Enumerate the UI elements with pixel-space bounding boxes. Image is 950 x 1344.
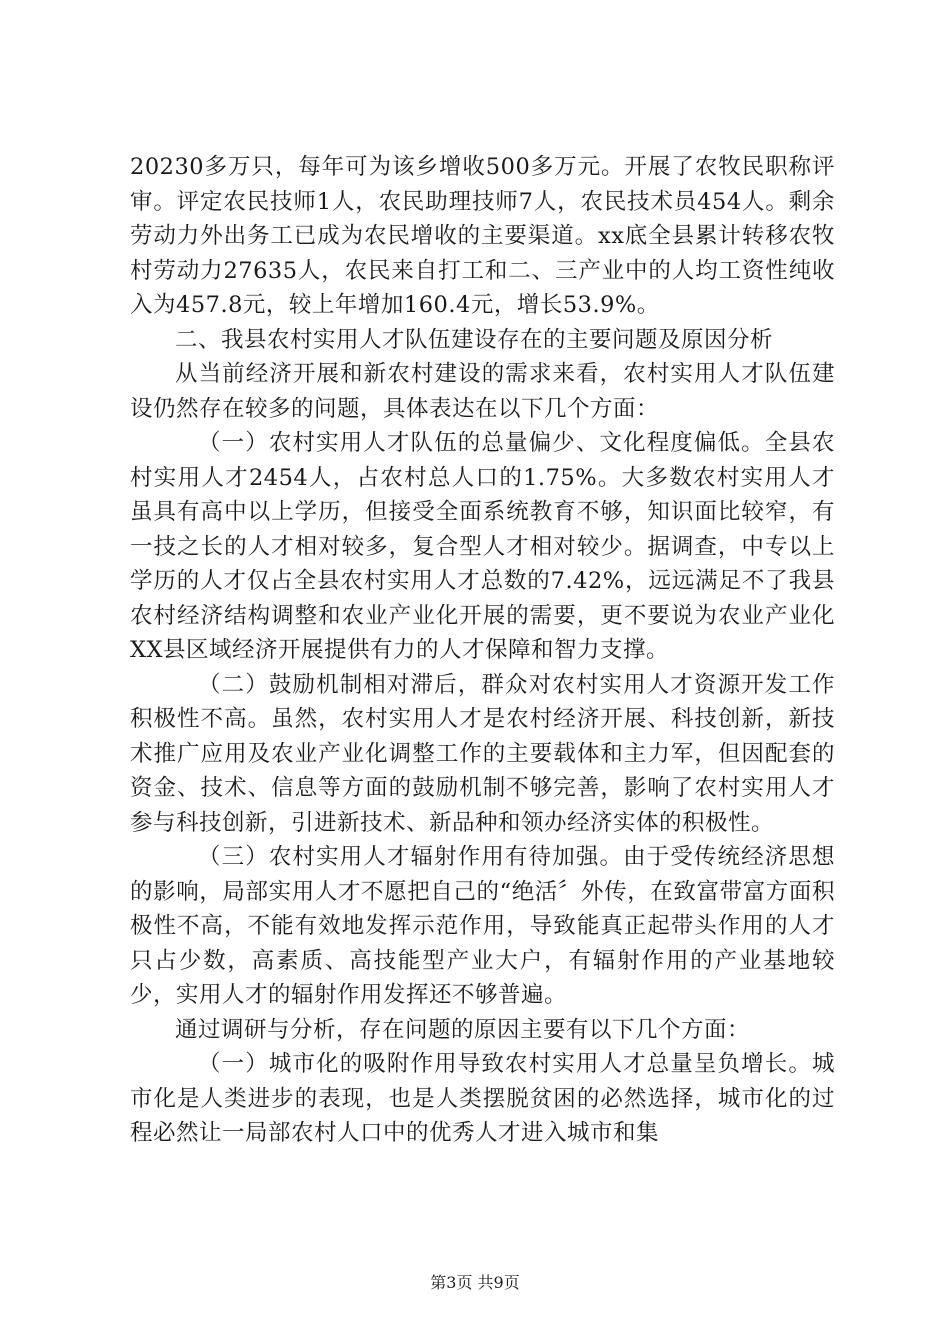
paragraph-issue-1: （一）农村实用人才队伍的总量偏少、文化程度偏低。全县农村实用人才2454人，占农村总人口的1.75%。大多数农村实用人才虽具有高中以上学历，但接受全面系统教育不够，知识面比较窄，有一技之长的人才相对较多，复合型人才相对较少。据调查，中专以上学历的人才仅占全县农村实用人才总数的7.42%，远远满足不了我县农村经济结构调整和农业产业化开展的需要，更不要说为农业产业化XX县区域经济开展提供有力的人才保障和智力支撑。 [130,430,835,663]
page-number: 第3页 共9页 [430,1273,520,1292]
paragraph-issue-3: （三）农村实用人才辐射作用有待加强。由于受传统经济思想的影响，局部实用人才不愿把自己的“绝活〞外传，在致富带富方面积极性不高，不能有效地发挥示范作用，导致能真正起带头作用的人才只占少数，高素质、高技能型产业大户，有辐射作用的产业基地较少，实用人才的辐射作用发挥还不够普遍。 [130,844,835,1008]
paragraph-intro: 从当前经济开展和新农村建设的需求来看，农村实用人才队伍建设仍然存在较多的问题，具体表达在以下几个方面： [130,361,835,422]
paragraph-cause-1: （一）城市化的吸附作用导致农村实用人才总量呈负增长。城市化是人类进步的表现，也是人类摆脱贫困的必然选择，城市化的过程必然让一局部农村人口中的优秀人才进入城市和集 [130,1051,835,1146]
paragraph-continued: 20230多万只，每年可为该乡增收500多万元。开展了农牧民职称评审。评定农民技师1人，农民助理技师7人，农民技术员454人。剩余劳动力外出务工已成为农民增收的主要渠道。xx底全县累计转移农牧村劳动力27635人，农民来自打工和二、三产业中的人均工资性纯收入为457.8元，较上年增加160.4元，增长53.9%。 [130,154,835,318]
paragraph-issue-2: （二）鼓励机制相对滞后，群众对农村实用人才资源开发工作积极性不高。虽然，农村实用人才是农村经济开展、科技创新，新技术推广应用及农业产业化调整工作的主要载体和主力军，但因配套的资金、技术、信息等方面的鼓励机制不够完善，影响了农村实用人才参与科技创新，引进新技术、新品种和领办经济实体的积极性。 [130,671,835,836]
section-heading: 二、我县农村实用人才队伍建设存在的主要问题及原因分析 [175,326,774,353]
paragraph-causes-intro: 通过调研与分析，存在问题的原因主要有以下几个方面： [175,1016,751,1043]
document-body [130,150,835,1151]
